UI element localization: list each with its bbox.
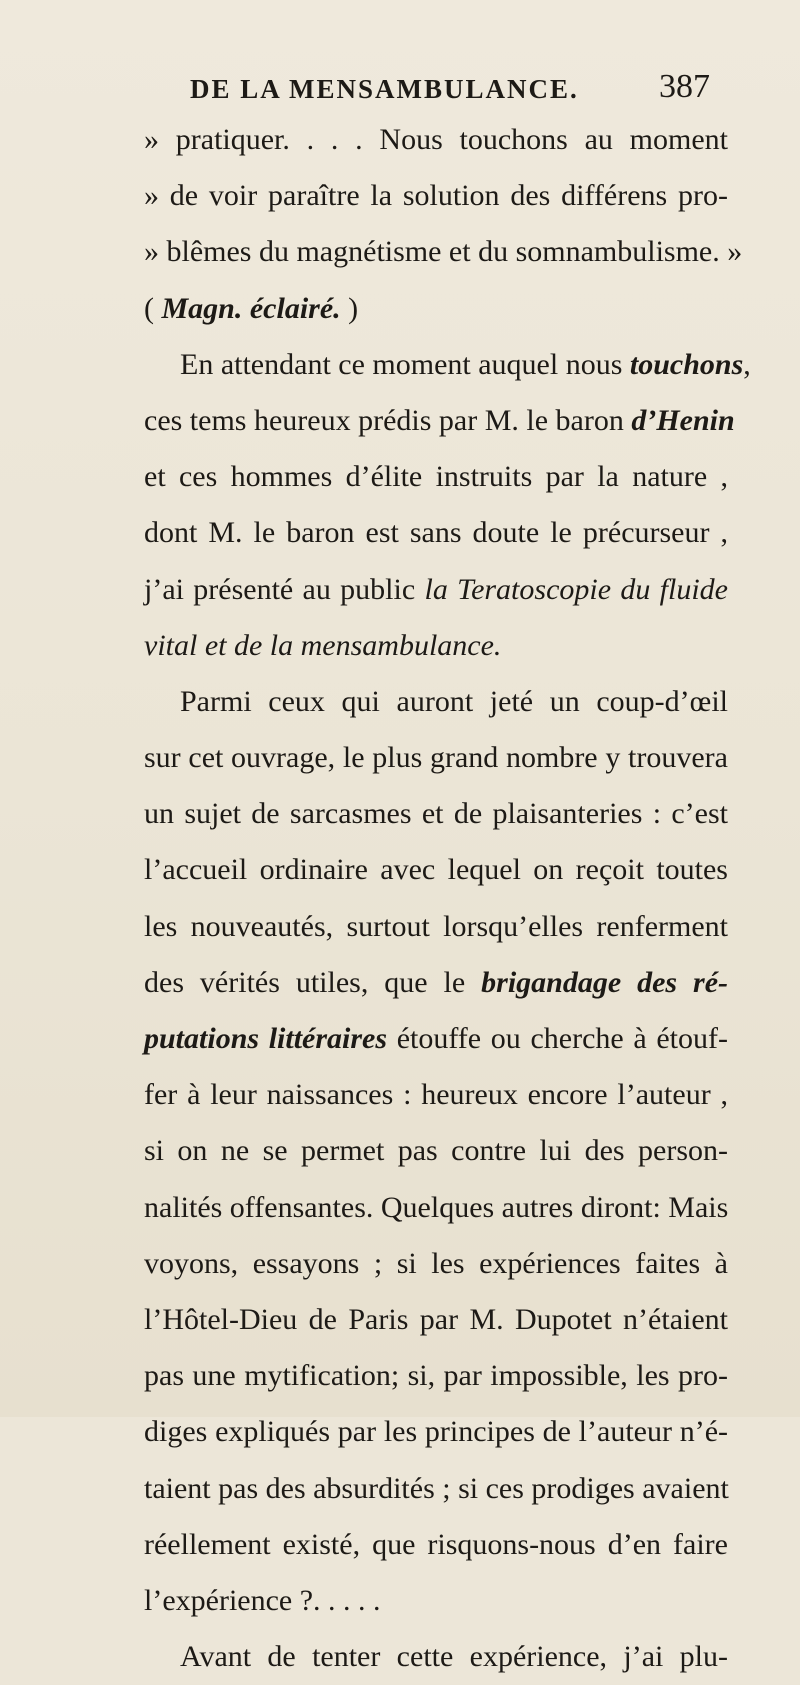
text-line: j’ai présenté au public la Teratoscopie du fluide xyxy=(144,572,728,606)
text-line: » de voir paraître la solution des différens pro- xyxy=(144,179,728,213)
source-citation: Magn. éclairé. xyxy=(161,291,341,325)
text-line: nalités offensantes. Quelques autres diront: Mais xyxy=(144,1190,729,1224)
running-head: DE LA MENSAMBULANCE. xyxy=(190,74,579,104)
text-line: fer à leur naissances : heureux encore l’auteur , xyxy=(144,1078,728,1112)
text-line: taient pas des absurdités ; si ces prodiges avaient xyxy=(144,1471,729,1505)
text-line: ces tems heureux prédis par M. le baron d’Henin xyxy=(144,403,735,437)
text-line: dont M. le baron est sans doute le précurseur , xyxy=(144,516,728,550)
book-title: la Teratoscopie du fluide xyxy=(424,572,728,606)
body-text xyxy=(144,112,751,1685)
page-number: 387 xyxy=(659,68,710,105)
text-line: l’accueil ordinaire avec lequel on reçoit toutes xyxy=(144,853,728,887)
page-header xyxy=(150,62,710,112)
text-line: voyons, essayons ; si les expériences faites à xyxy=(144,1246,728,1280)
text-line: si on ne se permet pas contre lui des person- xyxy=(144,1134,728,1168)
text-line: des vérités utiles, que le brigandage des ré- xyxy=(144,965,729,999)
text-line: » blêmes du magnétisme et du somnambulisme. » xyxy=(144,235,743,269)
text-line: l’expérience ?. . . . . xyxy=(144,1583,381,1617)
text-line: En attendant ce moment auquel nous touchons, xyxy=(180,347,751,381)
text-line: sur cet ouvrage, le plus grand nombre y trouvera xyxy=(144,741,728,775)
text-line xyxy=(144,618,728,674)
text-line: et ces hommes d’élite instruits par la nature , xyxy=(144,460,728,494)
text-line: ( Magn. éclairé. ) xyxy=(144,291,359,325)
text-line: diges expliqués par les principes de l’auteur n’é- xyxy=(144,1415,728,1449)
text-line: Parmi ceux qui auront jeté un coup-d’œil xyxy=(180,684,728,718)
text-line: réellement existé, que risquons-nous d’en faire xyxy=(144,1527,728,1561)
text-line: l’Hôtel-Dieu de Paris par M. Dupotet n’étaient xyxy=(144,1302,728,1336)
book-title: vital et de la mensambulance. xyxy=(144,628,502,662)
text-line: » pratiquer. . . . Nous touchons au moment xyxy=(144,123,728,156)
text-line: les nouveautés, surtout lorsqu’elles renferment xyxy=(144,909,728,943)
text-line: putations littéraires étouffe ou cherche à étouf- xyxy=(144,1022,728,1055)
text-line: Avant de tenter cette expérience, j’ai plu- xyxy=(180,1640,728,1674)
text-line: un sujet de sarcasmes et de plaisanteries : c’est xyxy=(144,797,728,831)
text-line: pas une mytification; si, par impossible, les pro- xyxy=(144,1359,728,1393)
